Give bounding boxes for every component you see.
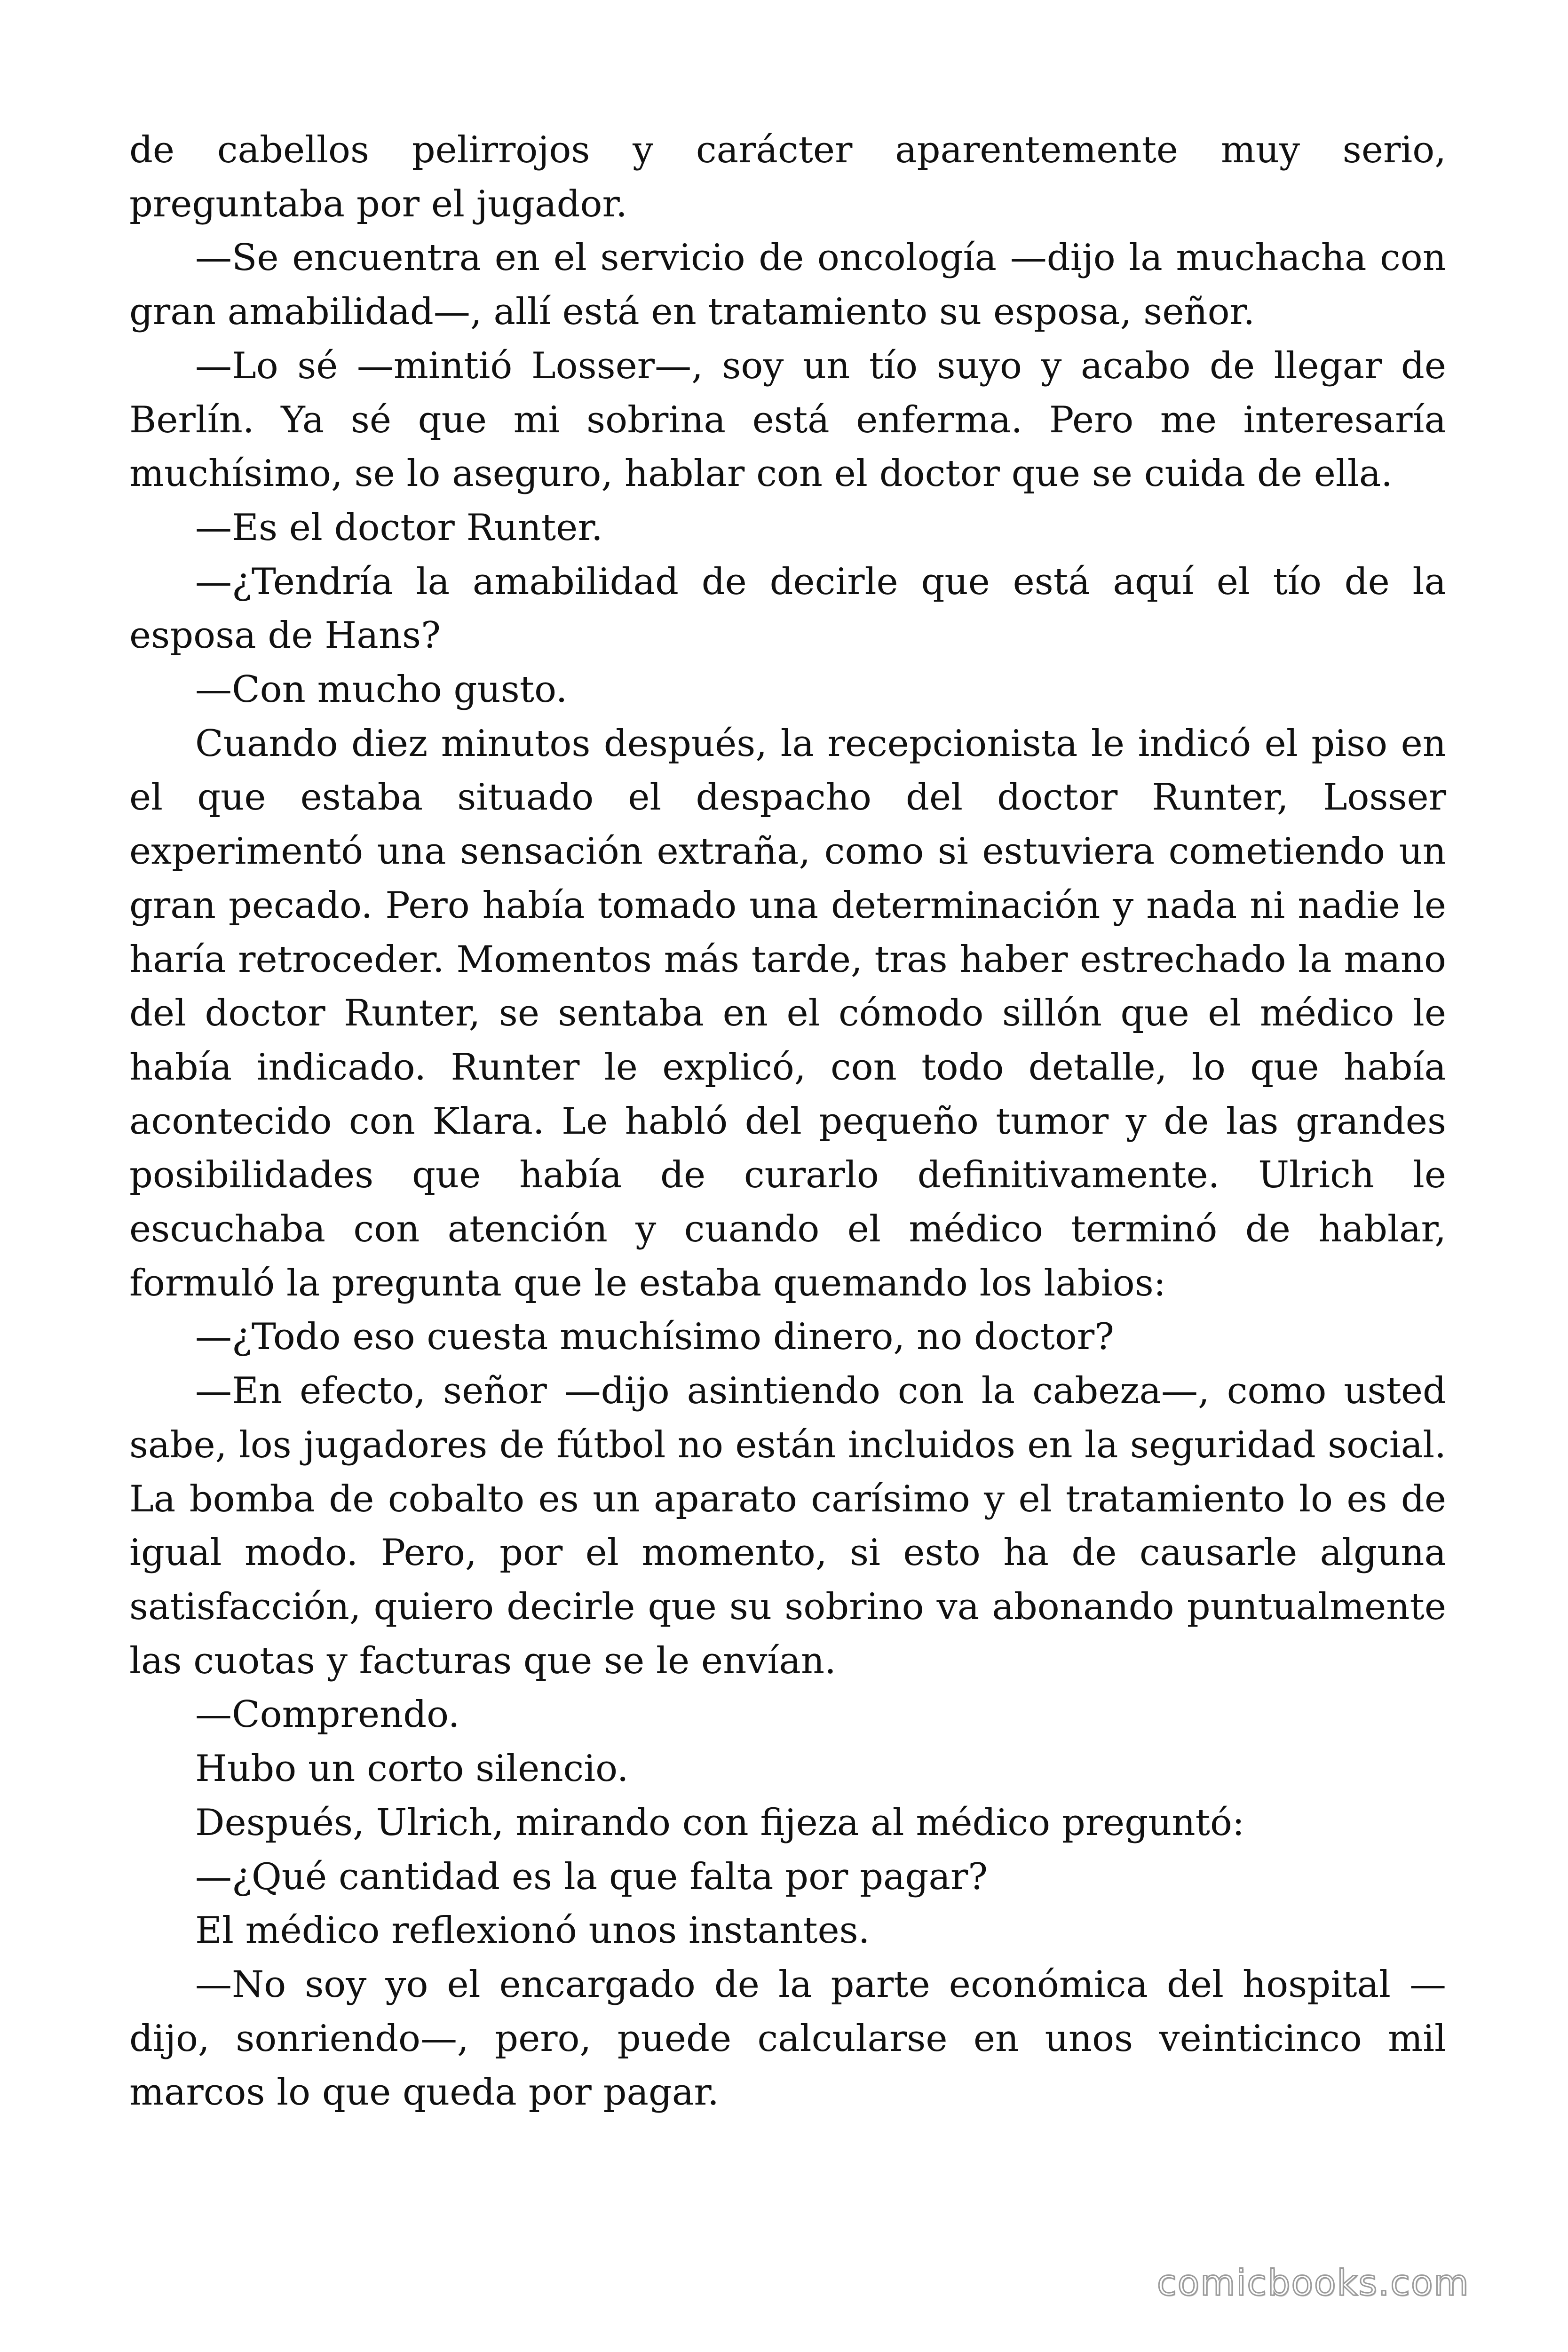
paragraph: —¿Todo eso cuesta muchísimo dinero, no doctor? bbox=[195, 1316, 1114, 1359]
paragraph: Hubo un corto silencio. bbox=[195, 1748, 629, 1790]
paragraph: —En efecto, señor —dijo asintiendo con la cabeza—, como usted sabe, los jugadores de fútbol no están incluidos en la seguridad social. La bomba de cobalto es un aparato carísimo y el tratamiento lo es de igual modo. Pero, por el momento, si esto ha de causarle alguna satisfacción, quiero decirle que su sobrino va abonando puntualmente las cuotas y facturas que se le envían. bbox=[129, 1370, 1446, 1682]
paragraph: —Comprendo. bbox=[195, 1693, 460, 1736]
paragraph: de cabellos pelirrojos y carácter aparentemente muy serio, preguntaba por el jugador. bbox=[129, 129, 1446, 225]
paragraph: —Lo sé —mintió Losser—, soy un tío suyo y acabo de llegar de Berlín. Ya sé que mi sobrina está enferma. Pero me interesaría muchísimo, se lo aseguro, hablar con el doctor que se cuida de ella. bbox=[129, 344, 1446, 495]
paragraph: El médico reflexionó unos instantes. bbox=[195, 1909, 870, 1952]
page-text bbox=[129, 123, 1446, 2120]
paragraph: —¿Tendría la amabilidad de decirle que está aquí el tío de la esposa de Hans? bbox=[129, 560, 1446, 657]
watermark: comicbooks.com bbox=[1157, 2262, 1470, 2304]
paragraph: —Es el doctor Runter. bbox=[195, 506, 603, 549]
paragraph: —¿Qué cantidad es la que falta por pagar? bbox=[195, 1855, 988, 1898]
paragraph: —No soy yo el encargado de la parte económica del hospital —dijo, sonriendo—, pero, puede calcularse en unos veinticinco mil marcos lo que queda por pagar. bbox=[129, 1963, 1446, 2114]
paragraph: —Con mucho gusto. bbox=[195, 668, 568, 711]
paragraph: —Se encuentra en el servicio de oncología —dijo la muchacha con gran amabilidad—, allí está en tratamiento su esposa, señor. bbox=[129, 237, 1446, 334]
paragraph: Después, Ulrich, mirando con fijeza al médico preguntó: bbox=[195, 1801, 1245, 1844]
paragraph: Cuando diez minutos después, la recepcionista le indicó el piso en el que estaba situado el despacho del doctor Runter, Losser experimentó una sensación extraña, como si estuviera cometiendo un gran pecado. Pero había tomado una determinación y nada ni nadie le haría retroceder. Momentos más tarde, tras haber estrechado la mano del doctor Runter, se sentaba en el cómodo sillón que el médico le había indicado. Runter le explicó, con todo detalle, lo que había acontecido con Klara. Le habló del pequeño tumor y de las grandes posibilidades que había de curarlo definitivamente. Ulrich le escuchaba con atención y cuando el médico terminó de hablar, formuló la pregunta que le estaba quemando los labios: bbox=[129, 722, 1446, 1304]
